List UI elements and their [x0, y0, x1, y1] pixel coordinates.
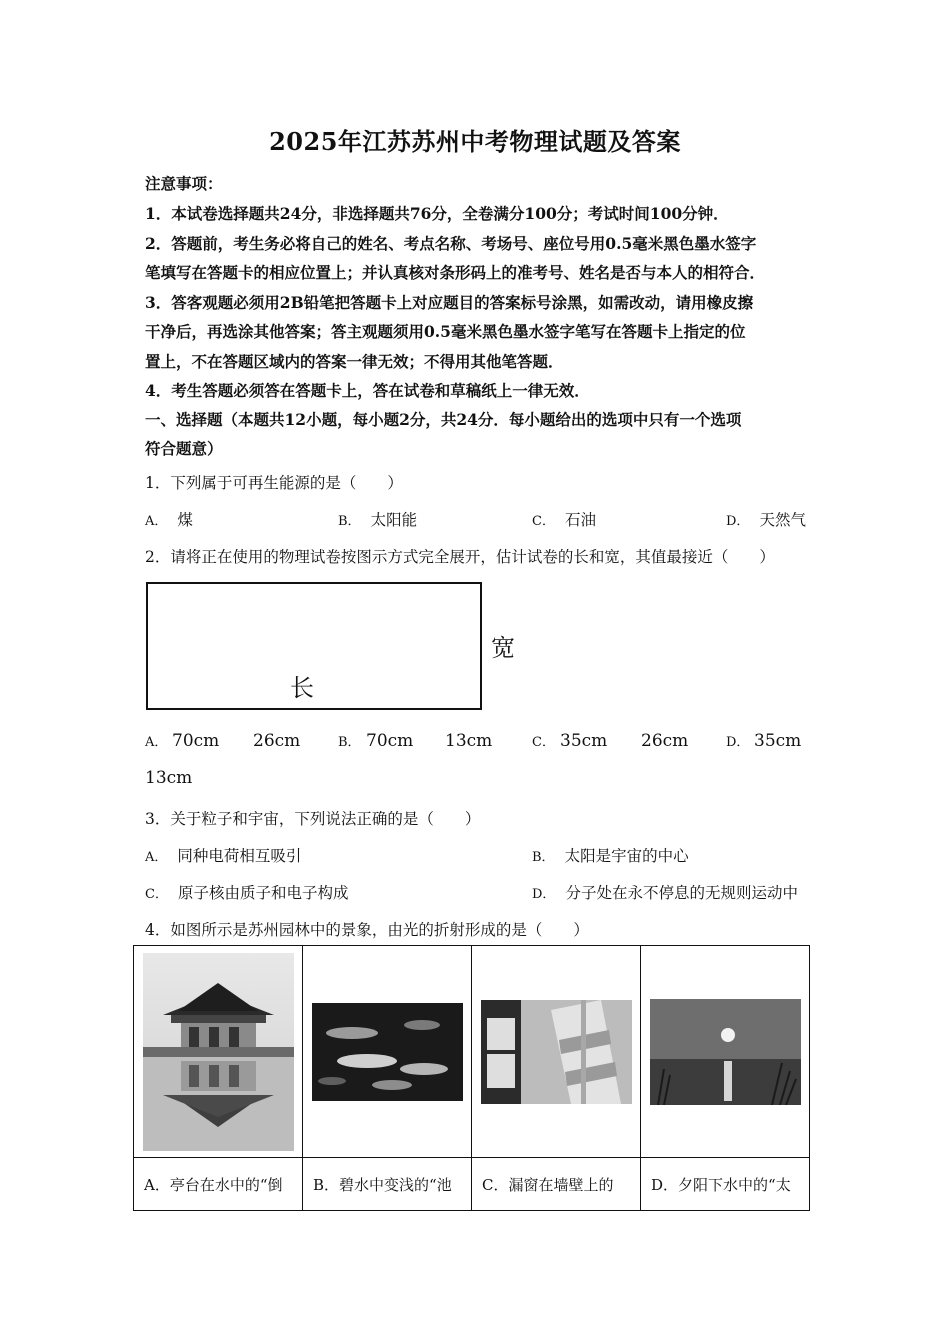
option-label: C．: [145, 887, 168, 902]
q4-option-b-caption: B．碧水中变浅的“池: [303, 1158, 472, 1211]
notice-line: 1．本试卷选择题共24分，非选择题共76分，全卷满分100分；考试时间100分钟．: [145, 204, 729, 223]
q4-option-c-caption: C．漏窗在墙壁上的: [472, 1158, 641, 1211]
sunset-reflection-photo: [650, 999, 801, 1105]
option-text: 太阳是宇宙的中心: [564, 847, 689, 865]
q2-option-d-wide: 13cm: [145, 768, 193, 788]
option-label: B．: [338, 514, 361, 529]
q2-option-c-long: 35cm: [560, 731, 608, 751]
q4-stem: 4．如图所示是苏州园林中的景象，由光的折射形成的是（ ）: [145, 921, 589, 939]
option-text: 煤: [177, 511, 193, 529]
option-label: A．: [145, 514, 168, 529]
q1-option-b: [338, 508, 417, 530]
q4-image-cell-c: [472, 946, 641, 1158]
q4-image-cell-d: [641, 946, 810, 1158]
option-text: 天然气: [759, 511, 806, 529]
section-heading: 一、选择题（本题共12小题，每小题2分，共24分．每小题给出的选项中只有一个选项: [145, 410, 742, 429]
figure-label-long: 长: [290, 674, 314, 702]
option-label: B．: [532, 850, 555, 865]
q1-stem: 1．下列属于可再生能源的是（ ）: [145, 474, 403, 492]
q4-picture-table: [133, 945, 810, 1211]
q3-option-c: [145, 881, 348, 903]
lattice-window-shadow-photo: [481, 1000, 632, 1104]
q1-option-d: [726, 508, 806, 530]
q2-option-d-long: 35cm: [754, 731, 802, 751]
q4-image-cell-b: [303, 946, 472, 1158]
q2-option-b-long: 70cm: [366, 731, 414, 751]
notice-line: 笔填写在答题卡的相应位置上；并认真核对条形码上的准考号、姓名是否与本人的相符合．: [145, 263, 766, 282]
option-text: 原子核由质子和电子构成: [177, 884, 349, 902]
option-label: D．: [532, 887, 556, 902]
option-label: C．: [532, 735, 555, 750]
notice-line: 4．考生答题必须答在答题卡上，答在试卷和草稿纸上一律无效．: [145, 381, 590, 400]
q3-option-d: [532, 881, 798, 903]
notice-line: 置上，不在答题区域内的答案一律无效；不得用其他笔答题．: [145, 352, 564, 371]
q3-option-b: [532, 844, 689, 866]
option-text: 分子处在永不停息的无规则运动中: [565, 884, 798, 902]
option-label: B．: [338, 735, 361, 750]
paper-rectangle-figure: [146, 582, 482, 710]
q2-option-a-long: 70cm: [172, 731, 220, 751]
section-heading-cont: 符合题意）: [145, 439, 223, 458]
koi-pond-photo: [312, 1003, 463, 1101]
q4-option-d-caption: D．夕阳下水中的“太: [641, 1158, 810, 1211]
notice-line: 干净后，再选涂其他答案；答主观题须用0.5毫米黑色墨水签字笔写在答题卡上指定的位: [145, 322, 746, 341]
figure-label-wide: 宽: [491, 634, 515, 662]
page-title: 2025年江苏苏州中考物理试题及答案: [269, 127, 681, 156]
pavilion-reflection-photo: [143, 953, 294, 1151]
q2-option-a-wide: 26cm: [253, 731, 301, 751]
q1-option-a: [145, 508, 193, 530]
notice-heading: 注意事项：: [145, 174, 223, 193]
option-label: A．: [145, 850, 168, 865]
q1-option-c: [532, 508, 596, 530]
notice-line: 2．答题前，考生务必将自己的姓名、考点名称、考场号、座位号用0.5毫米黑色墨水签字: [145, 234, 757, 253]
q2-stem: 2．请将正在使用的物理试卷按图示方式完全展开，估计试卷的长和宽，其值最接近（ ）: [145, 548, 775, 566]
q3-option-a: [145, 844, 301, 866]
q4-option-a-caption: A．亭台在水中的“倒: [134, 1158, 303, 1211]
option-label: A．: [145, 735, 168, 750]
option-label: C．: [532, 514, 555, 529]
q2-option-b-wide: 13cm: [445, 731, 493, 751]
option-text: 石油: [564, 511, 596, 529]
q4-image-cell-a: [134, 946, 303, 1158]
option-text: 同种电荷相互吸引: [177, 847, 302, 865]
option-text: 太阳能: [370, 511, 418, 529]
notice-line: 3．答客观题必须用2B铅笔把答题卡上对应题目的答案标号涂黑，如需改动，请用橡皮擦: [145, 293, 754, 312]
q3-stem: 3．关于粒子和宇宙，下列说法正确的是（ ）: [145, 810, 481, 828]
option-label: D．: [726, 514, 750, 529]
option-label: D．: [726, 735, 750, 750]
q2-option-c-wide: 26cm: [641, 731, 689, 751]
